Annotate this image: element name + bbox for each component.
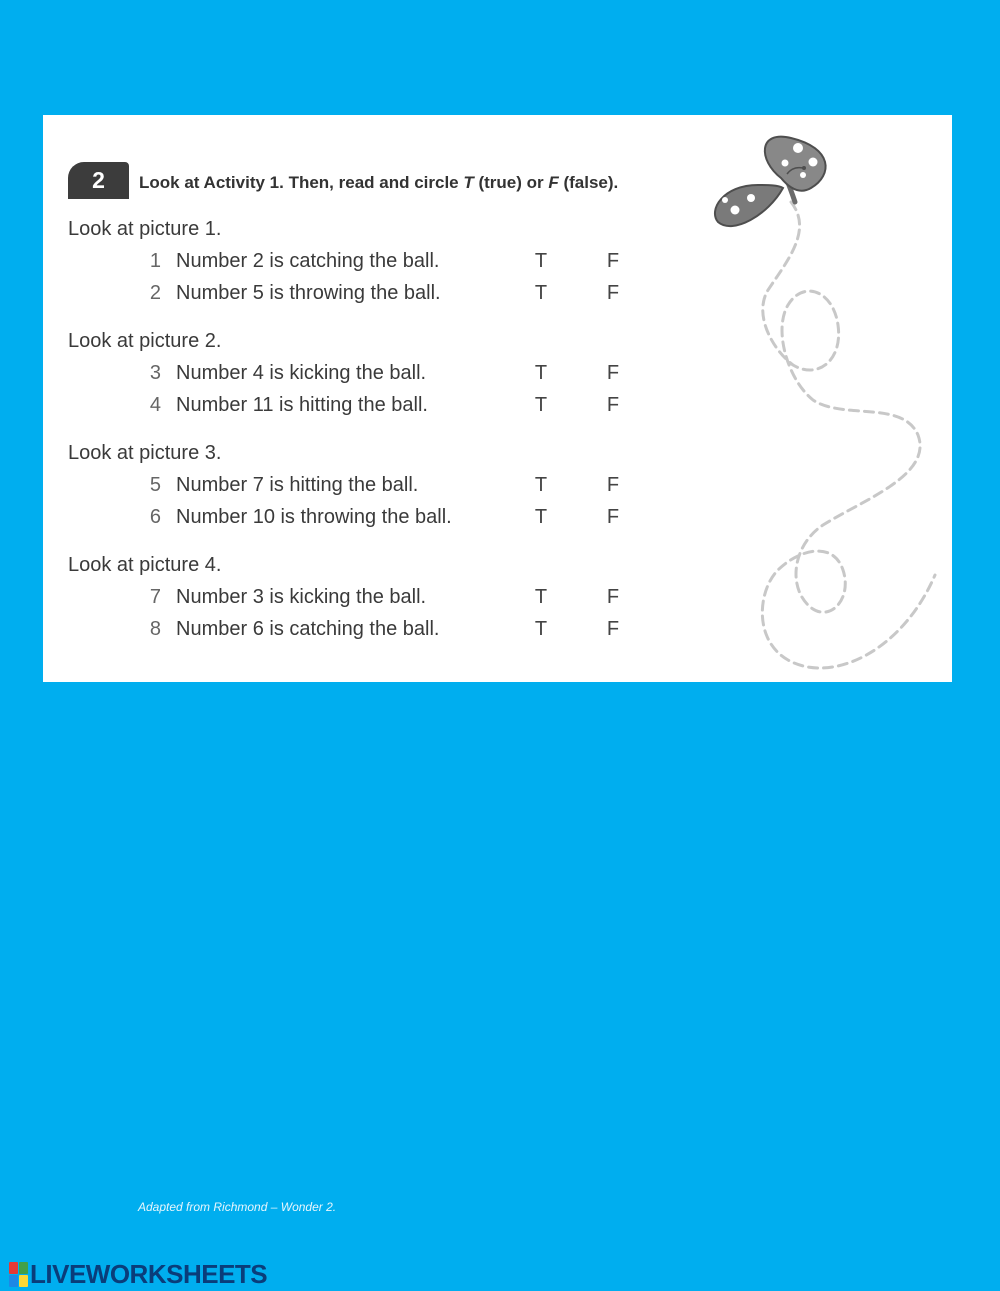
group-heading-picture-1: Look at picture 1.: [68, 218, 222, 240]
question-text: Number 2 is catching the ball.: [176, 250, 440, 272]
true-option[interactable]: T: [534, 506, 548, 528]
true-option[interactable]: T: [534, 362, 548, 384]
true-option[interactable]: T: [534, 282, 548, 304]
false-option[interactable]: F: [606, 394, 620, 416]
question-number: 4: [149, 394, 161, 416]
question-number: 2: [149, 282, 161, 304]
group-heading-picture-3: Look at picture 3.: [68, 442, 222, 464]
activity-instruction: [139, 173, 618, 193]
question-item-7: [43, 586, 743, 614]
false-option[interactable]: F: [606, 586, 620, 608]
logo-mark-e: [19, 1275, 28, 1287]
question-item-2: [43, 282, 743, 310]
true-option[interactable]: T: [534, 250, 548, 272]
liveworksheets-logo[interactable]: [9, 1259, 267, 1290]
question-number: 7: [149, 586, 161, 608]
logo-mark-v: [9, 1275, 18, 1287]
question-number: 6: [149, 506, 161, 528]
question-item-6: [43, 506, 743, 534]
false-option[interactable]: F: [606, 250, 620, 272]
question-text: Number 11 is hitting the ball.: [176, 394, 428, 416]
false-option[interactable]: F: [606, 362, 620, 384]
question-number: 5: [149, 474, 161, 496]
question-text: Number 5 is throwing the ball.: [176, 282, 441, 304]
question-number: 8: [149, 618, 161, 640]
instruction-true-letter: T: [463, 173, 474, 192]
question-text: Number 6 is catching the ball.: [176, 618, 440, 640]
question-text: Number 7 is hitting the ball.: [176, 474, 419, 496]
credit-note: Adapted from Richmond – Wonder 2.: [138, 1200, 337, 1214]
group-heading-picture-2: Look at picture 2.: [68, 330, 222, 352]
false-option[interactable]: F: [606, 618, 620, 640]
false-option[interactable]: F: [606, 506, 620, 528]
activity-number: 2: [92, 167, 105, 193]
question-text: Number 4 is kicking the ball.: [176, 362, 427, 384]
question-item-8: [43, 618, 743, 646]
true-option[interactable]: T: [534, 394, 548, 416]
activity-number-badge: [68, 162, 129, 199]
question-item-1: [43, 250, 743, 278]
question-text: Number 10 is throwing the ball.: [176, 506, 452, 528]
question-item-5: [43, 474, 743, 502]
logo-mark-l: [9, 1262, 18, 1274]
logo-mark-i: [19, 1262, 28, 1274]
false-option[interactable]: F: [606, 474, 620, 496]
instruction-text-part: (true) or: [473, 173, 549, 192]
logo-text: LIVEWORKSHEETS: [30, 1259, 268, 1289]
instruction-false-letter: F: [548, 173, 559, 192]
question-number: 3: [149, 362, 161, 384]
true-option[interactable]: T: [534, 618, 548, 640]
group-heading-picture-4: Look at picture 4.: [68, 554, 222, 576]
instruction-text-part: Look at Activity 1. Then, read and circle: [139, 173, 464, 192]
butterfly-icon: [703, 130, 948, 680]
question-item-3: [43, 362, 743, 390]
worksheet-card: [43, 115, 952, 682]
logo-mark-icon: [9, 1262, 28, 1287]
question-text: Number 3 is kicking the ball.: [176, 586, 427, 608]
instruction-text-part: (false).: [558, 173, 619, 192]
true-option[interactable]: T: [534, 586, 548, 608]
false-option[interactable]: F: [606, 282, 620, 304]
true-option[interactable]: T: [534, 474, 548, 496]
question-number: 1: [149, 250, 161, 272]
question-item-4: [43, 394, 743, 422]
